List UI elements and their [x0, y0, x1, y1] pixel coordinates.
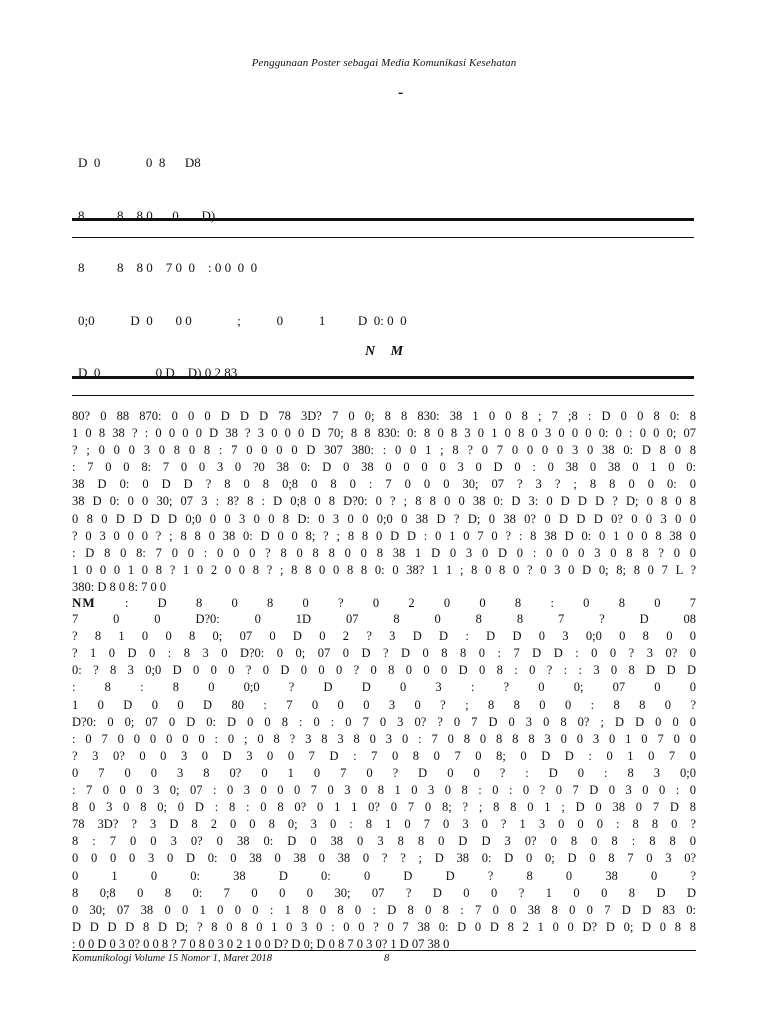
abstract-line: 80? 0 88 870: 0 0 0 D D D 78 3D? 7 0 0; 8 8 830: 38 1 0 0 8 ; 7 ;8 : D 0 0 8 0: 8: [72, 409, 696, 423]
abstract-line: 38 D 0: 0 0 30; 07 3 : 8? 8 : D 0;8 0 8 D?0: 0 ? ; 8 8 0 0 38 0: D 3: 0 D D D ? D; 0 8 0 8: [72, 494, 696, 509]
abstract-paragraph: [72, 408, 696, 596]
body-line: 0 0 0 0 3 0 D 0: 0 38 0 38 0 38 0 ? ? ; D 38 0: D 0 0; D 0 8 7 0 3 0?: [72, 851, 696, 866]
body-line: ? 8 1 0 0 8 0; 07 0 D 0 2 ? 3 D D : D D 0 3 0;0 0 8 0 0: [72, 629, 696, 644]
body-line: 8 0 3 0 8 0; 0 D : 8 : 0 8 0? 0 1 1 0? 0 7 0 8; ? ; 8 8 0 1 ; D 0 38 0 7 D 8: [72, 800, 696, 815]
body-line: 78 3D? ? 3 D 8 2 0 0 8 0; 3 0 : 8 1 0 7 0 3 0 ? 1 3 0 0 0 : 8 8 0 ?: [72, 817, 696, 832]
abstract-line: ? 0 3 0 0 0 ? ; 8 8 0 38 0: D 0 0 8; ? ; 8 8 0 D D : 0 1 0 7 0 ? : 8 38 D 0: 0 1 0 0 8 38 0: [72, 528, 696, 543]
body-line-text: : D 8 0 8 0 ? 0 2 0 0 8 : 0 8 0 7: [95, 596, 696, 610]
abstract-line: 380: D 8 0 8: 7 0 0: [72, 579, 167, 594]
thin-divider: [72, 395, 694, 396]
author-line: 8 8 8 0 0 D): [78, 207, 216, 223]
body-line: 0: ? 8 3 0;0 D 0 0 0 ? 0 D 0 0 0 ? 0 8 0 0 0 D 0 8 : 0 ? : : 3 0 8 D D D: [72, 663, 696, 678]
body-line: : 7 0 0 0 3 0; 07 : 0 3 0 0 0 7 0 3 0 8 1 0 3 0 8 : 0 : 0 ? 0 7 D 0 3 0 0 : 0: [72, 783, 696, 798]
abstract-line: 0 8 0 D D D D 0;0 0 0 3 0 0 8 D: 0 3 0 0 0;0 0 38 D ? D; 0 38 0? 0 D D D 0? 0 0 3 0 0: [72, 511, 696, 526]
abstract-heading: N M: [364, 344, 404, 359]
abstract-line: : D 8 0 8: 7 0 0 : 0 0 0 ? 8 0 8 8 0 0 8 38 1 D 0 3 0 D 0 : 0 0 0 3 0 8 8 ? 0 0: [72, 545, 696, 560]
author-line: D 0 0 8 D8: [78, 155, 201, 170]
body-line: 8 : 7 0 0 3 0? 0 38 0: D 0 38 0 3 8 8 0 D D 3 0? 0 8 0 8 : 8 8 0: [72, 834, 696, 849]
abstract-line: ? ; 0 0 0 3 0 8 0 8 : 7 0 0 0 0 D 307 380: : 0 0 1 ; 8 ? 0 7 0 0 0 0 3 0 38 0: D 8 0 8: [72, 443, 696, 458]
abstract-line: 1 0 8 38 ? : 0 0 0 0 D 38 ? 3 0 0 0 D 70; 8 8 830: 0: 8 0 8 3 0 1 0 8 0 3 0 0 0 0: 0 : 0 0 0; 07: [72, 426, 696, 441]
author-line: 0;0 D 0 0 0 ; 0 1 D 0: 0 0: [78, 312, 407, 328]
page-number: 8: [384, 953, 390, 964]
body-paragraph: [72, 594, 696, 953]
journal-citation: Komunikologi Volume 15 Nomor 1, Maret 2018: [72, 953, 272, 964]
thick-divider: [72, 218, 694, 221]
author-line: D 0 0 D D) 0 2 83: [78, 365, 238, 380]
body-line: 8 0;8 0 8 0: 7 0 0 0 30; 07 ? D 0 0 ? 1 0 0 8 D D: [72, 885, 696, 900]
section-lead: NM: [72, 595, 96, 610]
running-header: Penggunaan Poster sebagai Media Komunikasi Kesehatan: [251, 57, 517, 69]
body-line: 0 1 0 0: 38 D 0: 0 D D ? 8 0 38 0 ?: [72, 868, 696, 883]
thin-divider: [72, 237, 694, 238]
abstract-line: 1 0 0 0 1 0 8 ? 1 0 2 0 0 8 ? ; 8 8 0 0 8 8 0: 0 38? 1 1 ; 8 0 8 0 ? 0 3 0 D 0; 8; 8 0 7 L ?: [72, 562, 696, 577]
body-line: 0 7 0 0 3 8 0? 0 1 0 7 0 ? D 0 0 ? : D 0 : 8 3 0;0: [72, 765, 696, 780]
thick-divider: [72, 376, 694, 379]
abstract-line: 38 D 0: 0 D D ? 8 0 8 0;8 0 8 0 : 7 0 0 0 30; 07 ? 3 ? ; 8 8 0 0 0: 0: [72, 477, 696, 492]
author-line: 8 8 8 0 7 0 0 : 0 0 0 0: [78, 260, 258, 275]
body-line: ? 3 0? 0 0 3 0 D 3 0 0 7 D : 7 0 8 0 7 0 8; 0 D D : 0 1 0 7 0: [72, 748, 696, 763]
body-line: 1 0 D 0 0 D 80 : 7 0 0 0 3 0 ? ; 8 8 0 0 : 8 8 0 ?: [72, 697, 696, 712]
body-line: [72, 594, 696, 611]
body-line: 7 0 0 D?0: 0 1D 07 8 0 8 8 7 ? D 08: [72, 612, 696, 627]
abstract-line: : 7 0 0 8: 7 0 0 3 0 ?0 38 0: D 0 38 0 0 0 0 3 0 D 0 : 0 38 0 38 0 1 0 0:: [72, 460, 696, 475]
body-line: 0 30; 07 38 0 0 1 0 0 0 : 1 8 0 8 0 : D 8 0 8 : 7 0 0 38 8 0 0 7 D D 83 0:: [72, 902, 696, 917]
article-title: -: [398, 84, 404, 101]
body-line: : 0 7 0 0 0 0 0 0 : 0 ; 0 8 ? 3 8 3 8 0 3 0 : 7 0 8 0 8 8 8 3 0 0 3 0 1 0 7 0 0: [72, 731, 696, 746]
body-line: D D D D 8 D D; ? 8 0 8 0 1 0 3 0 : 0 0 ? 0 7 38 0: D 0 D 8 2 1 0 0 D? D 0; D 0 8 8: [72, 919, 696, 934]
body-line: D?0: 0 0; 07 0 D 0: D 0 0 8 : 0 : 0 7 0 3 0? ? 0 7 D 0 3 0 8 0? ; D D 0 0 0: [72, 714, 696, 729]
body-line: : 8 : 8 0 0;0 ? D D 0 3 : ? 0 0; 07 0 0: [72, 680, 696, 695]
body-line: : 0 0 D 0 3 0? 0 0 8 ? 7 0 8 0 3 0 2 1 0 0 D? D 0; D 0 8 7 0 3 0? 1 D 07 38 0: [72, 936, 450, 951]
footer-divider: [72, 950, 696, 951]
body-line: ? 1 0 D 0 : 8 3 0 D?0: 0 0; 07 0 D ? D 0 8 8 0 : 7 D D : 0 0 ? 3 0? 0: [72, 646, 696, 661]
